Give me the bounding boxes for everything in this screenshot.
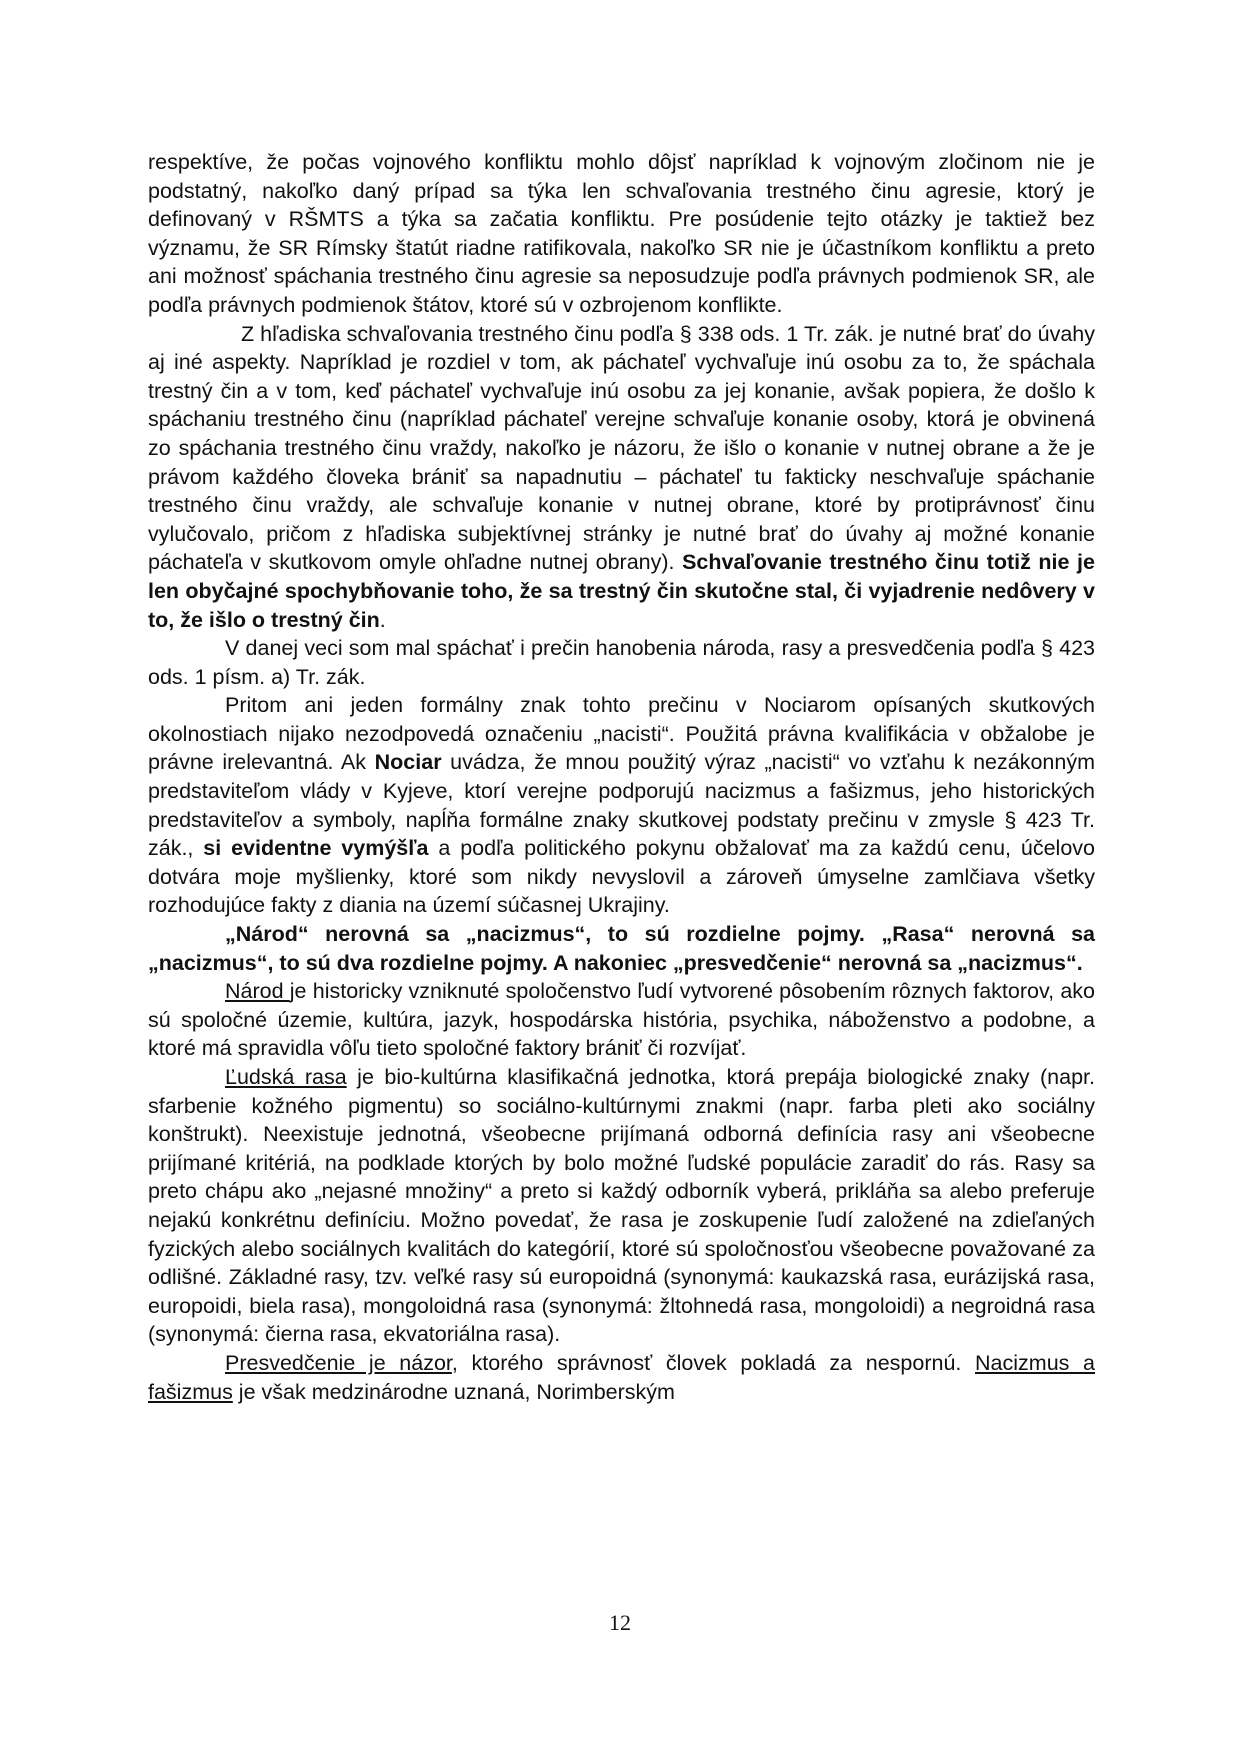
text-run: je však medzinárodne uznaná, Norimberským [232,1379,675,1404]
text-run: . [379,607,386,632]
text-run: respektíve, že počas vojnového konfliktu mohlo dôjsť napríklad k vojnovým zločinom nie je podstatný, nakoľko daný prípad sa týka len schvaľovania trestného činu agresie, ktorý je definovaný v RŠMTS a týka sa začatia konfliktu. Pre posúdenie tejto otázky je taktiež bez významu, že SR Rímsky štatút riadne ratifikovala, nakoľko SR nie je účastníkom konfliktu a preto ani možnosť spáchania trestného činu agresie sa neposudzuje podľa právnych podmienok SR, ale podľa právnych podmienok štátov, ktoré sú v ozbrojenom konflikte. [148,150,1095,317]
text-run: uvádza, že mnou použitý výraz „nacisti“ vo vzťahu k nezákonným predstaviteľom vlády v Kyjeve, ktorí verejne podporujú nacizmus a fašizmus, jeho historických predstaviteľov a symboly, napĺňa formálne znaky skutkovej podstaty prečinu v zmysle § 423 Tr. zák., [148,750,1096,861]
text-run: a podľa politického pokynu obžalovať ma za každú cenu, účelovo dotvára moje myšlienky, ktoré som nikdy nevyslovil a zároveň úmyselne zamlčiava všetky rozhodujúce fakty z diania na území súčasnej Ukrajiny. [148,836,1095,918]
document-body [148,148,1095,1406]
paragraph [148,320,1095,635]
underlined-term: Nacizmus a fašizmus [148,1350,1096,1404]
paragraph [148,1063,1095,1349]
bold-text: si evidentne vymýšľa [203,836,429,861]
paragraph [148,691,1095,920]
paragraph [148,977,1095,1063]
underlined-term: Presvedčenie je názor [225,1350,452,1375]
paragraph [148,1349,1095,1406]
bold-text: „Národ“ nerovná sa „nacizmus“, to sú rozdielne pojmy. „Rasa“ nerovná sa „nacizmus“, to sú dva rozdielne pojmy. A nakoniec „presvedčenie“ nerovná sa „nacizmus“. [148,922,1095,975]
text-run: V danej veci som mal spáchať i prečin hanobenia národa, rasy a presvedčenia podľa § 423 ods. 1 písm. a) Tr. zák. [148,636,1095,689]
text-run: je bio-kultúrna klasifikačná jednotka, ktorá prepája biologické znaky (napr. sfarbenie kožného pigmentu) so sociálno-kultúrnymi znakmi (napr. farba pleti ako sociálny konštrukt). Neexistuje jednotná, všeobecne prijímaná odborná definícia rasy ani všeobecne prijímané kritériá, na podklade ktorých by bolo možné ľudské populácie zaradiť do rás. Rasy sa preto chápu ako „nejasné množiny“ a preto si každý odborník vyberá, prikláňa sa alebo preferuje nejakú konkrétnu definíciu. Možno povedať, že rasa je zoskupenie ľudí založené na zdieľaných fyzických alebo sociálnych kvalitách do kategórií, ktoré sú spoločnosťou všeobecne považované za odlišné. Základné rasy, tzv. veľké rasy sú europoidná (synonymá: kaukazská rasa, eurázijská rasa, europoidi, biela rasa), mongoloidná rasa (synonymá: žltohnedá rasa, mongoloidi) a negroidná rasa (synonymá: čierna rasa, ekvatoriálna rasa). [148,1065,1095,1347]
page-number: 12 [609,1610,631,1635]
paragraph [148,920,1095,977]
text-run: Pritom ani jeden formálny znak tohto prečinu v Nociarom opísaných skutkových okolnostiach nijako nezodpovedá označeniu „nacisti“. Použitá právna kvalifikácia v obžalobe je právne irelevantná. Ak [148,693,1095,775]
bold-text: Schvaľovanie trestného činu totiž nie je len obyčajné spochybňovanie toho, že sa trestný čin skutočne stal, či vyjadrenie nedôvery v to, že išlo o trestný čin [148,550,1095,632]
text-run: Z hľadiska schvaľovania trestného činu podľa § 338 ods. 1 Tr. zák. je nutné brať do úvahy aj iné aspekty. Napríklad je rozdiel v tom, ak páchateľ vychvaľuje inú osobu za to, že spáchala trestný čin a v tom, keď páchateľ vychvaľuje inú osobu za jej konanie, avšak popiera, že došlo k spáchaniu trestného činu (napríklad páchateľ verejne schvaľuje konanie osoby, ktorá je obvinená zo spáchania trestného činu vraždy, nakoľko je názoru, že išlo o konanie v nutnej obrane a že je právom každého človeka brániť sa napadnutiu – páchateľ tu fakticky neschvaľuje spáchanie trestného činu vraždy, ale schvaľuje konanie v nutnej obrane, ktoré by protiprávnosť činu vylučovalo, pričom z hľadiska subjektívnej stránky je nutné brať do úvahy aj možné konanie páchateľa v skutkovom omyle ohľadne nutnej obrany). [148,321,1095,575]
paragraph [148,634,1095,691]
text-run: je historicky vzniknuté spoločenstvo ľudí vytvorené pôsobením rôznych faktorov, ako sú spoločné územie, kultúra, jazyk, hospodárska história, psychika, náboženstvo a podobne, a ktoré má spravidla vôľu tieto spoločné faktory brániť či rozvíjať. [148,979,1095,1061]
paragraph [148,148,1095,320]
underlined-term: Ľudská rasa [225,1065,347,1089]
text-run: , ktorého správnosť človek pokladá za nespornú. [451,1350,976,1375]
bold-text: Nociar [374,750,442,775]
underlined-term: Národ [225,979,290,1004]
